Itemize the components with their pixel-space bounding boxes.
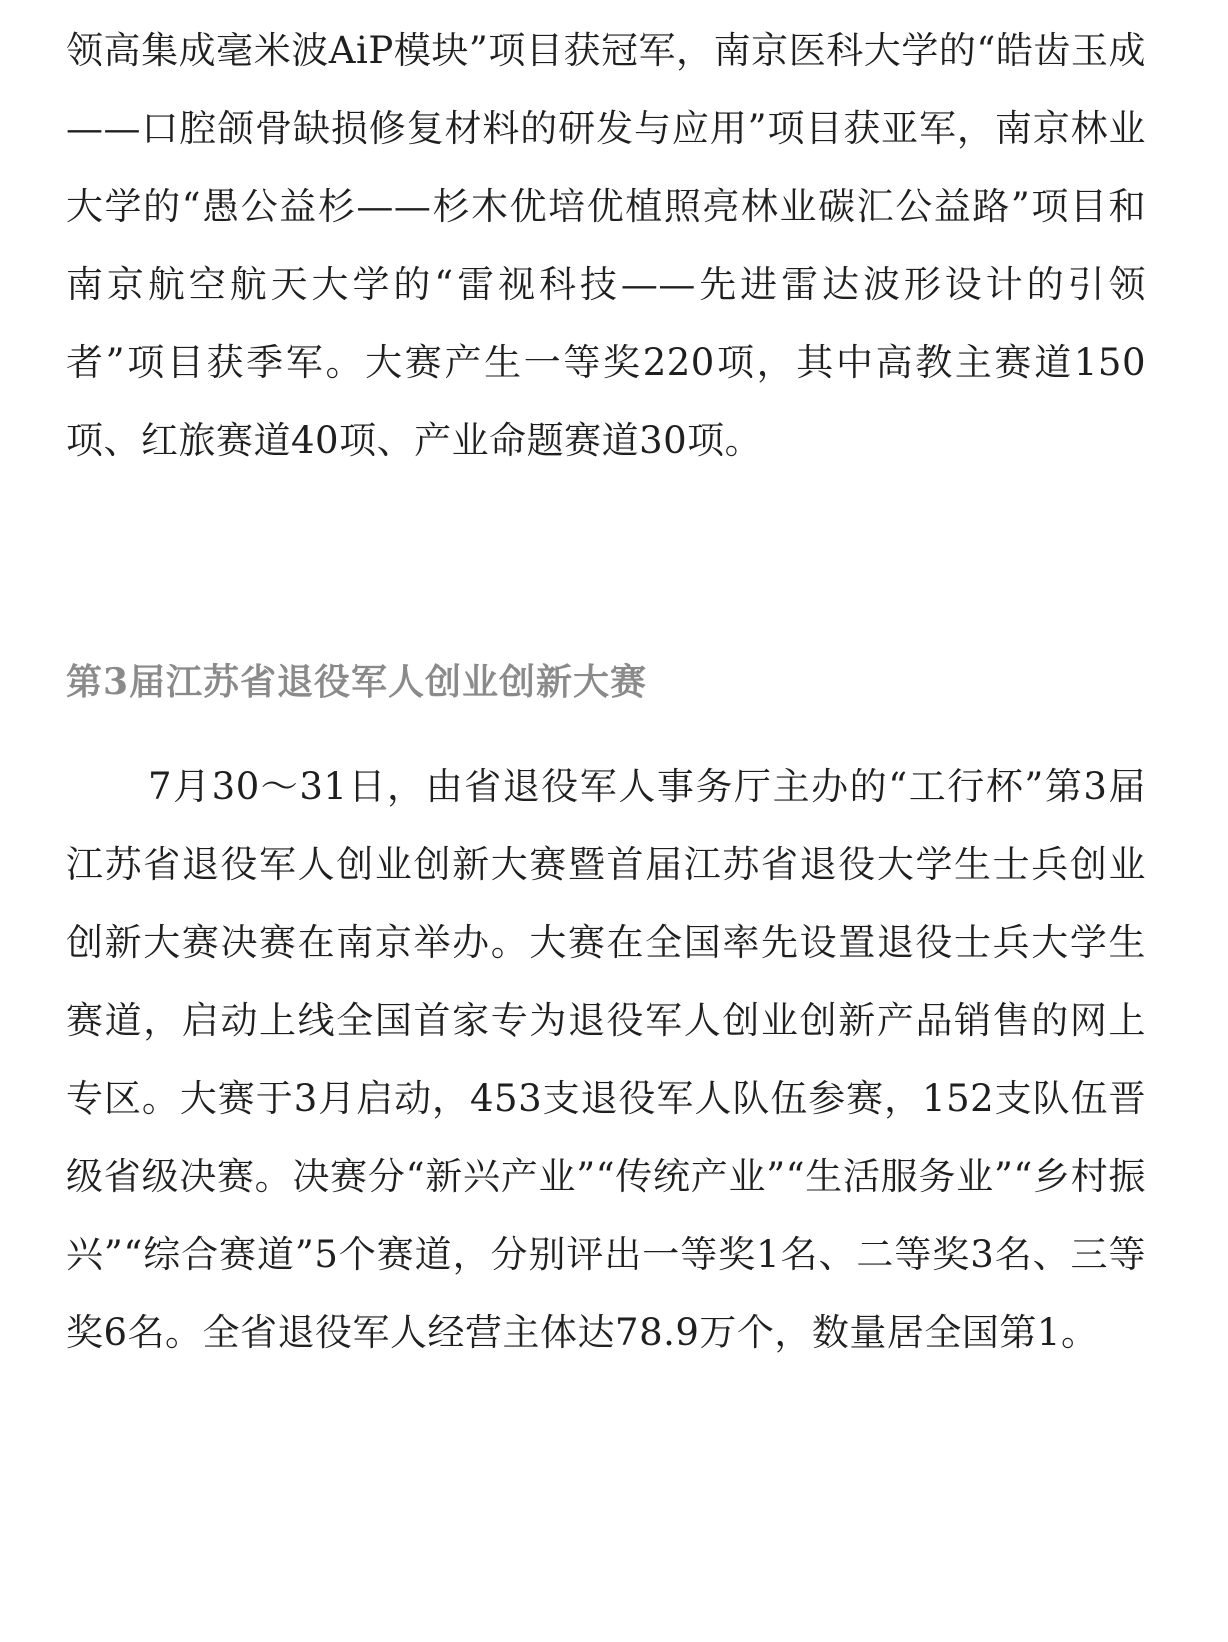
body-paragraph: 7月30～31日，由省退役军人事务厅主办的“工行杯”第3届江苏省退役军人创业创新大赛暨首届江苏省退役大学生士兵创业创新大赛决赛在南京举办。大赛在全国率先设置退役士兵大学生赛道，启动上线全国首家专为退役军人创业创新产品销售的网上专区。大赛于3月启动，453支退役军人队伍参赛，152支队伍晋级省级决赛。决赛分“新兴产业”“传统产业”“生活服务业”“乡村振兴”“综合赛道”5个赛道，分别评出一等奖1名、二等奖3名、三等奖6名。全省退役军人经营主体达78.9万个，数量居全国第1。 [66, 765, 1146, 1354]
body-paragraph: 领高集成毫米波AiP模块”项目获冠军，南京医科大学的“皓齿玉成——口腔颌骨缺损修复材料的研发与应用”项目获亚军，南京林业大学的“愚公益杉——杉木优培优植照亮林业碳汇公益路”项目和南京航空航天大学的“雷视科技——先进雷达波形设计的引领者”项目获季军。大赛产生一等奖220项，其中高教主赛道150项、红旅赛道40项、产业命题赛道30项。 [66, 29, 1146, 462]
section-heading: 第3届江苏省退役军人创业创新大赛 [66, 661, 648, 703]
